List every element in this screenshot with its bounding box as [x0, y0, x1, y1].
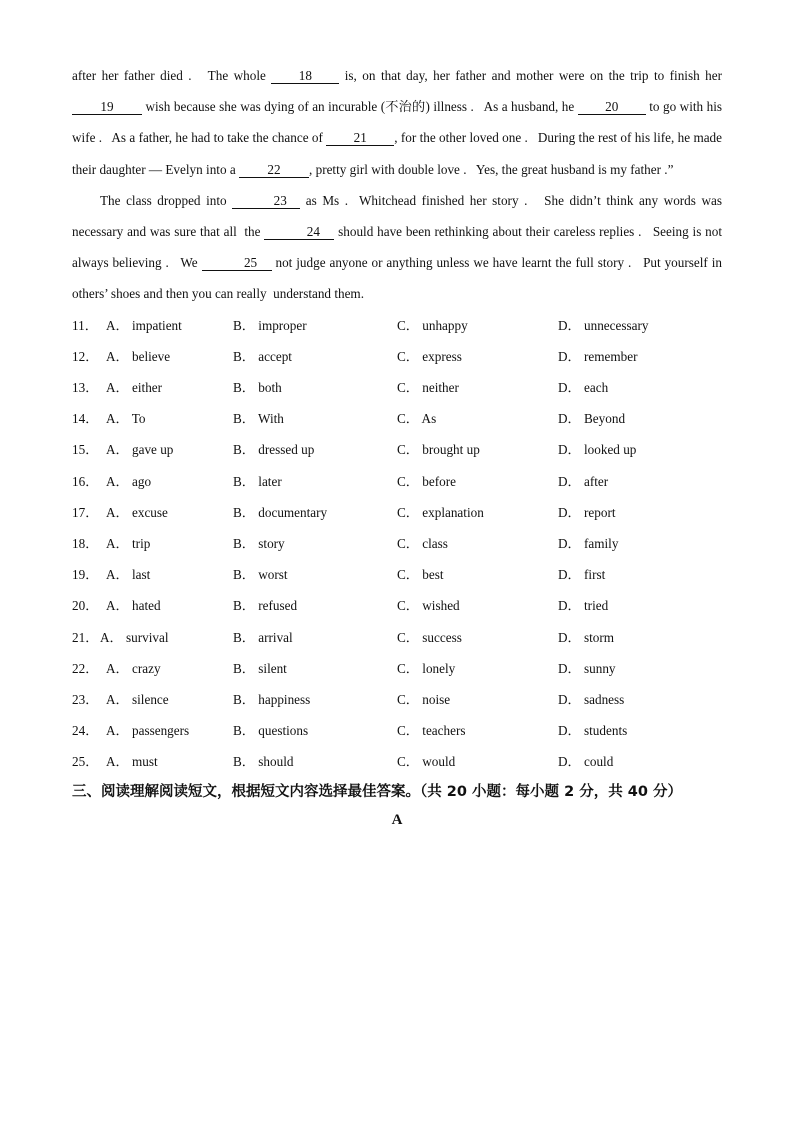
- question-row-22: [72, 653, 722, 684]
- option-b: B． silent: [233, 660, 287, 676]
- option-b: B． questions: [233, 723, 309, 739]
- blank-22: 22: [239, 162, 309, 178]
- option-c: C． wished: [397, 598, 460, 614]
- option-b: B． story: [233, 535, 285, 551]
- option-a: A． hated: [106, 598, 161, 614]
- option-c: C． brought up: [397, 442, 480, 458]
- options-list: [72, 310, 722, 778]
- option-d: D． tried: [558, 598, 609, 614]
- option-d: D． remember: [558, 348, 638, 364]
- question-number: 11．: [72, 317, 98, 333]
- blank-23: 23: [232, 193, 300, 209]
- question-row-13: [72, 372, 722, 403]
- question-row-23: [72, 684, 722, 715]
- option-a: A． believe: [106, 348, 171, 364]
- option-a: A． passengers: [106, 723, 190, 739]
- question-number: 17．: [72, 504, 99, 520]
- question-number: 16．: [72, 473, 99, 489]
- blank-18: 18: [271, 68, 339, 84]
- option-c: C． would: [397, 754, 456, 770]
- passage-text: should have been rethinking about their careless replies . Seeing is not always believing . We: [72, 224, 723, 271]
- passage-text: , for the other loved one . During the rest of his life, he made their daughter — Evelyn into a: [72, 130, 722, 177]
- option-b: B． later: [233, 473, 282, 489]
- question-row-14: [72, 403, 722, 434]
- question-row-17: [72, 497, 722, 528]
- passage-paragraph-1: [72, 60, 722, 185]
- question-number: 12．: [72, 348, 99, 364]
- option-c: C． noise: [397, 691, 451, 707]
- option-b: B． happiness: [233, 691, 311, 707]
- question-row-20: [72, 590, 722, 621]
- blank-21: 21: [326, 130, 394, 146]
- passage-text: wish because she was dying of an incurable (不治的) illness . As a husband, he: [142, 99, 578, 115]
- option-d: D． family: [558, 535, 619, 551]
- option-d: D． looked up: [558, 442, 637, 458]
- section-heading: 三、阅读理解阅读短文，根据短文内容选择最佳答案。（共 20 小题：每小题 2 分，共 40 分）: [72, 784, 682, 801]
- passage-text: as Ms . Whitchead finished her story . She didn’t think any words was necessary and was sure that all the: [72, 192, 722, 240]
- question-number: 19．: [72, 567, 99, 583]
- option-c: C． before: [397, 473, 456, 489]
- option-c: C． class: [397, 535, 448, 551]
- question-number: 25．: [72, 754, 99, 770]
- question-number: 13．: [72, 380, 99, 395]
- question-number: 21．: [72, 629, 99, 645]
- option-a: A． survival: [100, 629, 169, 645]
- option-c: C． express: [397, 348, 462, 364]
- option-a: A． gave up: [106, 442, 174, 458]
- question-row-15: [72, 434, 722, 465]
- option-d: D． could: [558, 754, 614, 770]
- passage-text: to go with his wife . As a father, he had to take the chance of: [72, 99, 723, 146]
- option-a: A． excuse: [106, 504, 168, 520]
- option-c: C． explanation: [397, 504, 484, 520]
- question-number: 22．: [72, 660, 99, 676]
- question-row-11: [72, 310, 722, 341]
- option-b: B． worst: [233, 567, 288, 583]
- option-b: B． accept: [233, 348, 292, 364]
- option-c: C． best: [397, 567, 444, 583]
- blank-19: 19: [72, 99, 142, 115]
- question-number: 23．: [72, 691, 99, 707]
- option-d: D． sunny: [558, 660, 616, 676]
- option-b: B． With: [233, 411, 284, 427]
- option-d: D． Beyond: [558, 411, 626, 427]
- option-b: B． documentary: [233, 504, 328, 520]
- option-d: D． first: [558, 567, 606, 583]
- passage-text: after her father died . The whole: [72, 68, 272, 83]
- option-a: A． either: [106, 380, 163, 395]
- question-row-19: [72, 559, 722, 590]
- option-b: B． improper: [233, 317, 307, 333]
- option-c: C． neither: [397, 380, 459, 395]
- option-c: C． teachers: [397, 723, 466, 739]
- option-c: C． lonely: [397, 660, 456, 676]
- option-b: B． arrival: [233, 629, 293, 645]
- option-d: D． report: [558, 504, 616, 520]
- question-number: 24．: [72, 723, 99, 739]
- question-row-12: [72, 341, 722, 372]
- passage-text: is, on that day, her father and mother were on the trip to finish her: [339, 68, 722, 83]
- option-d: D． storm: [558, 629, 615, 645]
- blank-20: 20: [578, 99, 646, 115]
- option-a: A． crazy: [106, 660, 161, 676]
- question-row-21: [72, 622, 722, 653]
- option-a: A． trip: [106, 535, 151, 551]
- option-c: C． unhappy: [397, 317, 468, 333]
- question-number: 14．: [72, 411, 99, 427]
- option-b: B． should: [233, 754, 294, 770]
- question-row-24: [72, 715, 722, 746]
- option-b: B． dressed up: [233, 442, 315, 458]
- blank-24: 24: [264, 224, 334, 240]
- passage-text: The class dropped into: [100, 192, 233, 208]
- option-a: A． silence: [106, 691, 169, 707]
- option-c: C． success: [397, 629, 462, 645]
- question-number: 20．: [72, 598, 99, 614]
- passage-text: , pretty girl with double love . Yes, the great husband is my father .”: [309, 161, 674, 177]
- question-row-25: [72, 746, 722, 777]
- question-row-18: [72, 528, 722, 559]
- option-d: D． unnecessary: [558, 317, 649, 333]
- option-d: D． students: [558, 723, 628, 739]
- passage-paragraph-2: [72, 185, 722, 310]
- option-a: A． must: [106, 754, 158, 770]
- option-d: D． each: [558, 380, 609, 395]
- option-b: B． refused: [233, 598, 298, 614]
- option-d: D． sadness: [558, 691, 625, 707]
- option-a: A． To: [106, 411, 146, 427]
- document-page: [72, 60, 722, 829]
- question-number: 18．: [72, 535, 99, 551]
- passage-text: not judge anyone or anything unless we have learnt the full story . Put yourself in others’ shoes and then you can really understand them.: [72, 255, 722, 302]
- option-d: D． after: [558, 473, 609, 489]
- question-row-16: [72, 466, 722, 497]
- question-number: 15．: [72, 442, 99, 458]
- option-a: A． ago: [106, 473, 152, 489]
- option-a: A． impatient: [106, 317, 182, 333]
- option-c: C． As: [397, 411, 437, 427]
- option-a: A． last: [106, 567, 151, 583]
- blank-25: 25: [202, 255, 272, 271]
- passage-letter: A: [391, 812, 403, 829]
- option-b: B． both: [233, 380, 282, 395]
